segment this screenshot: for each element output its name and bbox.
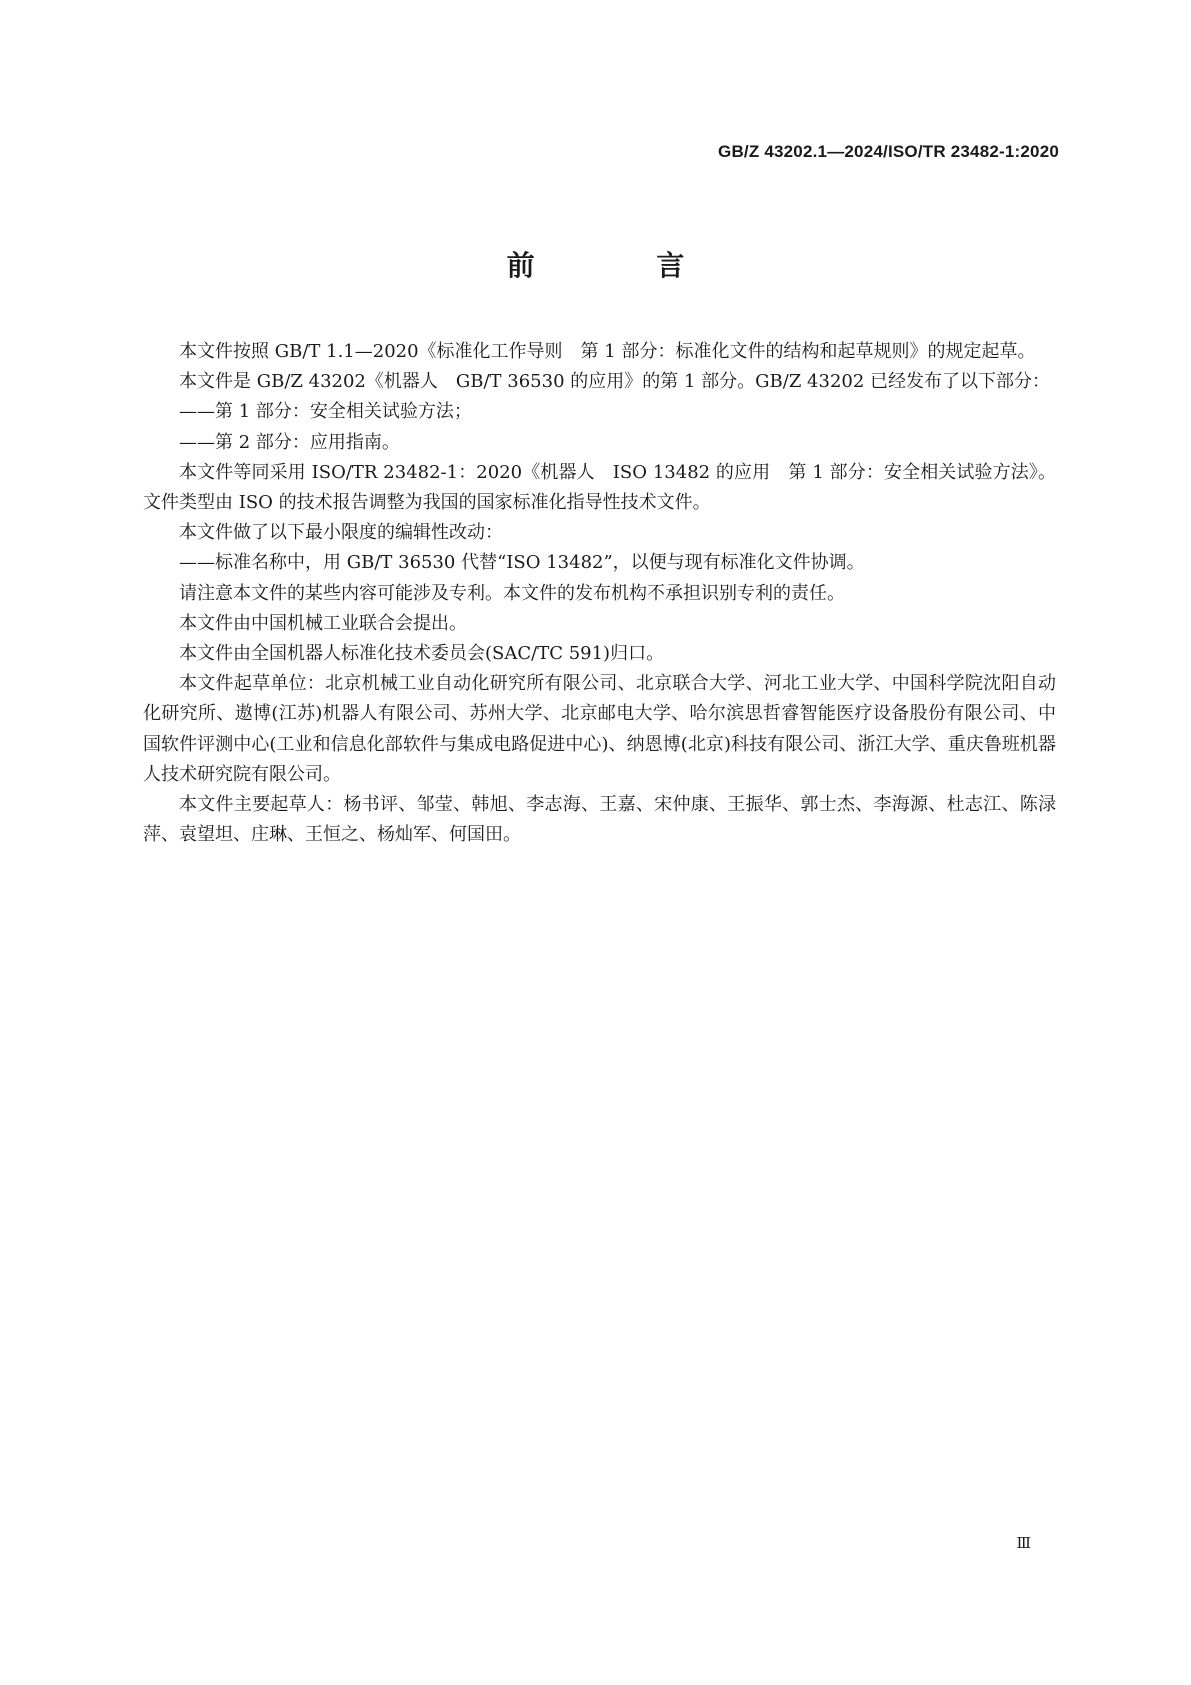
paragraph-drafters: 本文件主要起草人：杨书评、邹莹、韩旭、李志海、王嘉、宋仲康、王振华、郭士杰、李海源、杜志江、陈渌萍、袁望坦、庄琳、王恒之、杨灿军、何国田。: [143, 794, 1056, 846]
list-item-editorial-change: ——标准名称中，用 GB/T 36530 代替“ISO 13482”，以便与现有标准化文件协调。: [179, 552, 865, 574]
list-item-part-2: ——第 2 部分：应用指南。: [179, 431, 400, 453]
paragraph-drafting-rules: 本文件按照 GB/T 1.1—2020《标准化工作导则 第 1 部分：标准化文件的结构和起草规则》的规定起草。: [179, 341, 1036, 362]
paragraph-series-parts: 本文件是 GB/Z 43202《机器人 GB/T 36530 的应用》的第 1 部分。GB/Z 43202 已经发布了以下部分：: [179, 371, 1051, 393]
page-number: Ⅲ: [1016, 1536, 1031, 1552]
paragraph-proposed-by: 本文件由中国机械工业联合会提出。: [179, 612, 467, 634]
paragraph-patent-notice: 请注意本文件的某些内容可能涉及专利。本文件的发布机构不承担识别专利的责任。: [179, 582, 845, 604]
paragraph-technical-committee: 本文件由全国机器人标准化技术委员会(SAC/TC 591)归口。: [179, 643, 665, 665]
paragraph-drafting-organizations: 本文件起草单位：北京机械工业自动化研究所有限公司、北京联合大学、河北工业大学、中国科学院沈阳自动化研究所、遨博(江苏)机器人有限公司、苏州大学、北京邮电大学、哈尔滨思哲睿智能医疗设备股份有限公司、中国软件评测中心(工业和信息化部软件与集成电路促进中心)、纳恩博(北京)科技有限公司、浙江大学、重庆鲁班机器人技术研究院有限公司。: [143, 673, 1056, 785]
standard-code-header: GB/Z 43202.1—2024/ISO/TR 23482-1:2020: [718, 142, 1059, 161]
paragraph-adoption: 本文件等同采用 ISO/TR 23482-1：2020《机器人 ISO 13482 的应用 第 1 部分：安全相关试验方法》。文件类型由 ISO 的技术报告调整为我国的国家标准化指导性技术文件。: [143, 461, 1056, 514]
paragraph-editorial-changes: 本文件做了以下最小限度的编辑性改动：: [179, 522, 503, 544]
preface-body: [143, 337, 1056, 850]
list-item-part-1: ——第 1 部分：安全相关试验方法；: [179, 401, 472, 423]
page-title: 前 言: [506, 249, 741, 282]
